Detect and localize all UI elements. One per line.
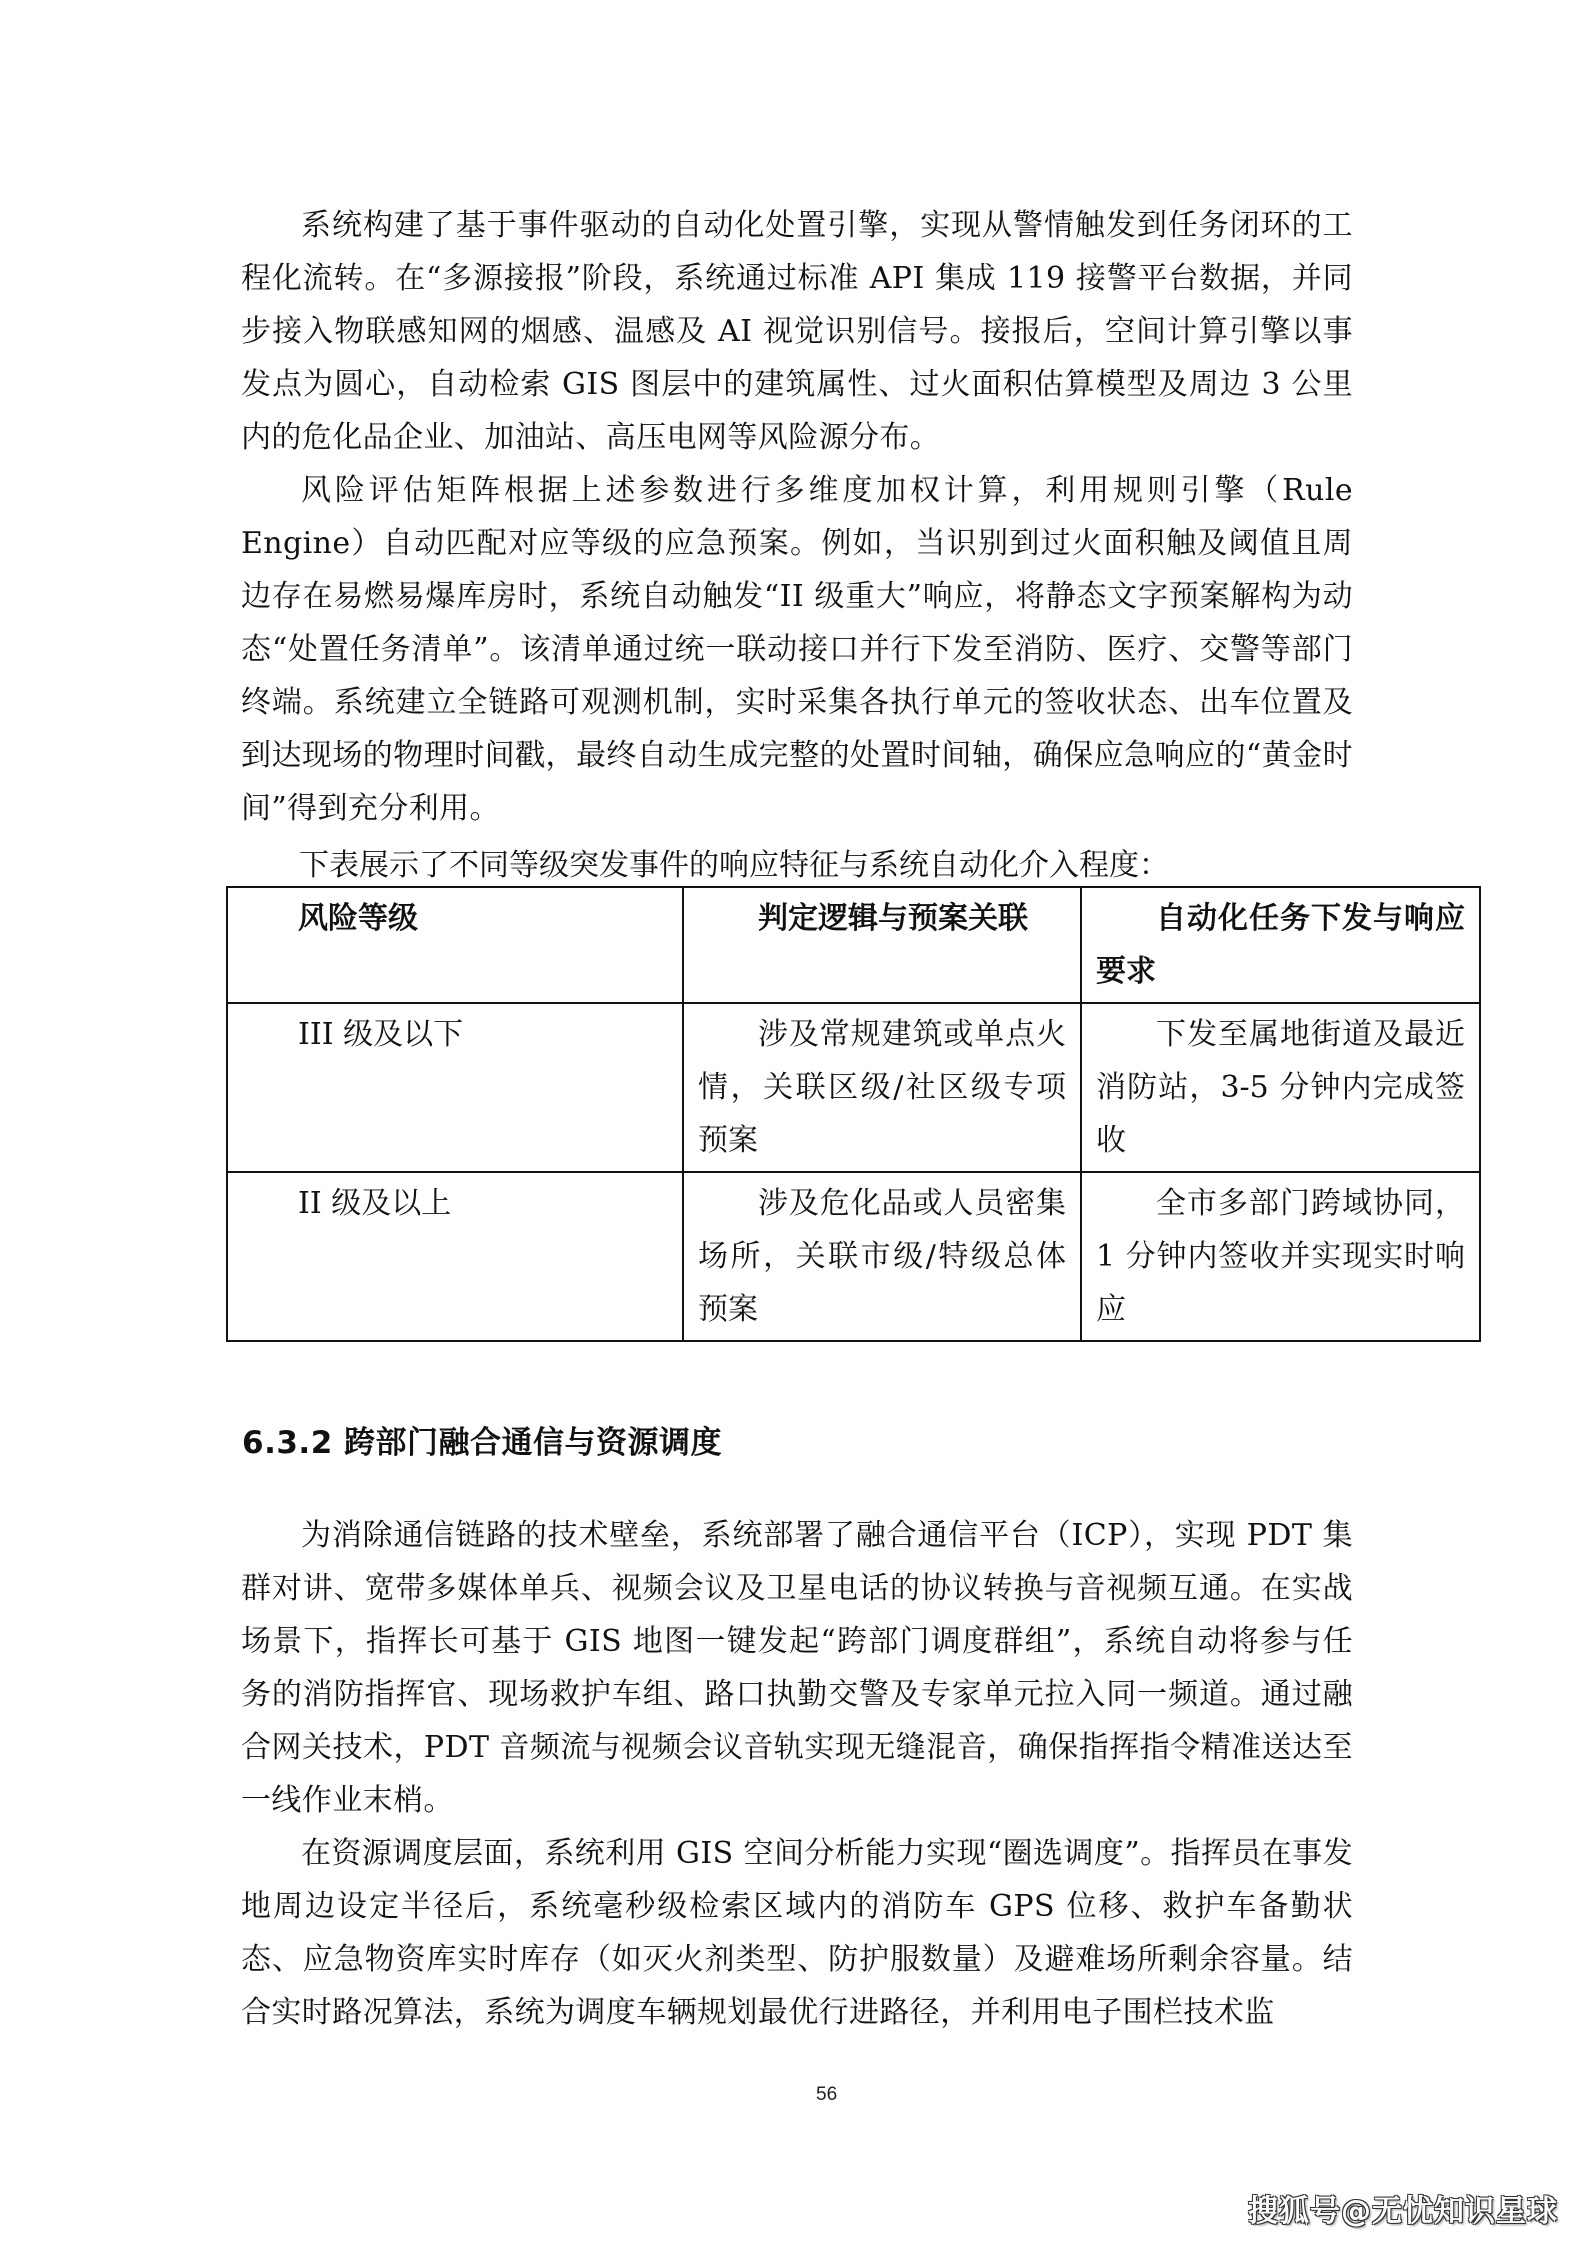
response-level-table [226,886,1481,1342]
table-row [227,1003,1480,1172]
body-paragraph-2: 风险评估矩阵根据上述参数进行多维度加权计算，利用规则引擎（Rule Engine）自动匹配对应等级的应急预案。例如，当识别到过火面积触及阈值且周边存在易燃易爆库房时，系统自动触发“II 级重大”响应，将静态文字预案解构为动态“处置任务清单”。该清单通过统一联动接口并行下发至消防、医疗、交警等部门终端。系统建立全链路可观测机制，实时采集各执行单元的签收状态、出车位置及到达现场的物理时间戳，最终自动生成完整的处置时间轴，确保应急响应的“黄金时间”得到充分利用。 [241,473,1353,826]
table-cell-risk-level: III 级及以下 [227,1003,683,1172]
table-cell-logic: 涉及常规建筑或单点火情，关联区级/社区级专项预案 [683,1003,1081,1172]
body-paragraph-3: 为消除通信链路的技术壁垒，系统部署了融合通信平台（ICP），实现 PDT 集群对讲、宽带多媒体单兵、视频会议及卫星电话的协议转换与音视频互通。在实战场景下，指挥长可基于 GIS 地图一键发起“跨部门调度群组”，系统自动将参与任务的消防指挥官、现场救护车组、路口执勤交警及专家单元拉入同一频道。通过融合网关技术，PDT 音频流与视频会议音轨实现无缝混音，确保指挥指令精准送达至一线作业末梢。 [241,1518,1353,1818]
section-heading: 6.3.2 跨部门融合通信与资源调度 [242,1425,723,1461]
table-header-risk-level: 风险等级 [227,887,683,1003]
table-cell-automation: 全市多部门跨域协同，1 分钟内签收并实现实时响应 [1081,1172,1480,1341]
watermark: 搜狐号@无忧知识星球 [1248,2194,1558,2229]
table-caption: 下表展示了不同等级突发事件的响应特征与系统自动化介入程度： [299,848,1169,883]
table-cell-risk-level: II 级及以上 [227,1172,683,1341]
table-header-logic: 判定逻辑与预案关联 [683,887,1081,1003]
table-header-automation: 自动化任务下发与响应要求 [1081,887,1480,1003]
table-header-row [227,887,1480,1003]
body-paragraph-1: 系统构建了基于事件驱动的自动化处置引擎，实现从警情触发到任务闭环的工程化流转。在“多源接报”阶段，系统通过标准 API 集成 119 接警平台数据，并同步接入物联感知网的烟感、温感及 AI 视觉识别信号。接报后，空间计算引擎以事发点为圆心，自动检索 GIS 图层中的建筑属性、过火面积估算模型及周边 3 公里内的危化品企业、加油站、高压电网等风险源分布。 [241,208,1353,455]
table-row [227,1172,1480,1341]
page-number: 56 [816,2084,838,2105]
table-cell-automation: 下发至属地街道及最近消防站，3-5 分钟内完成签收 [1081,1003,1480,1172]
body-paragraph-4: 在资源调度层面，系统利用 GIS 空间分析能力实现“圈选调度”。指挥员在事发地周边设定半径后，系统毫秒级检索区域内的消防车 GPS 位移、救护车备勤状态、应急物资库实时库存（如灭火剂类型、防护服数量）及避难场所剩余容量。结合实时路况算法，系统为调度车辆规划最优行进路径，并利用电子围栏技术监 [241,1836,1353,2030]
table-cell-logic: 涉及危化品或人员密集场所，关联市级/特级总体预案 [683,1172,1081,1341]
